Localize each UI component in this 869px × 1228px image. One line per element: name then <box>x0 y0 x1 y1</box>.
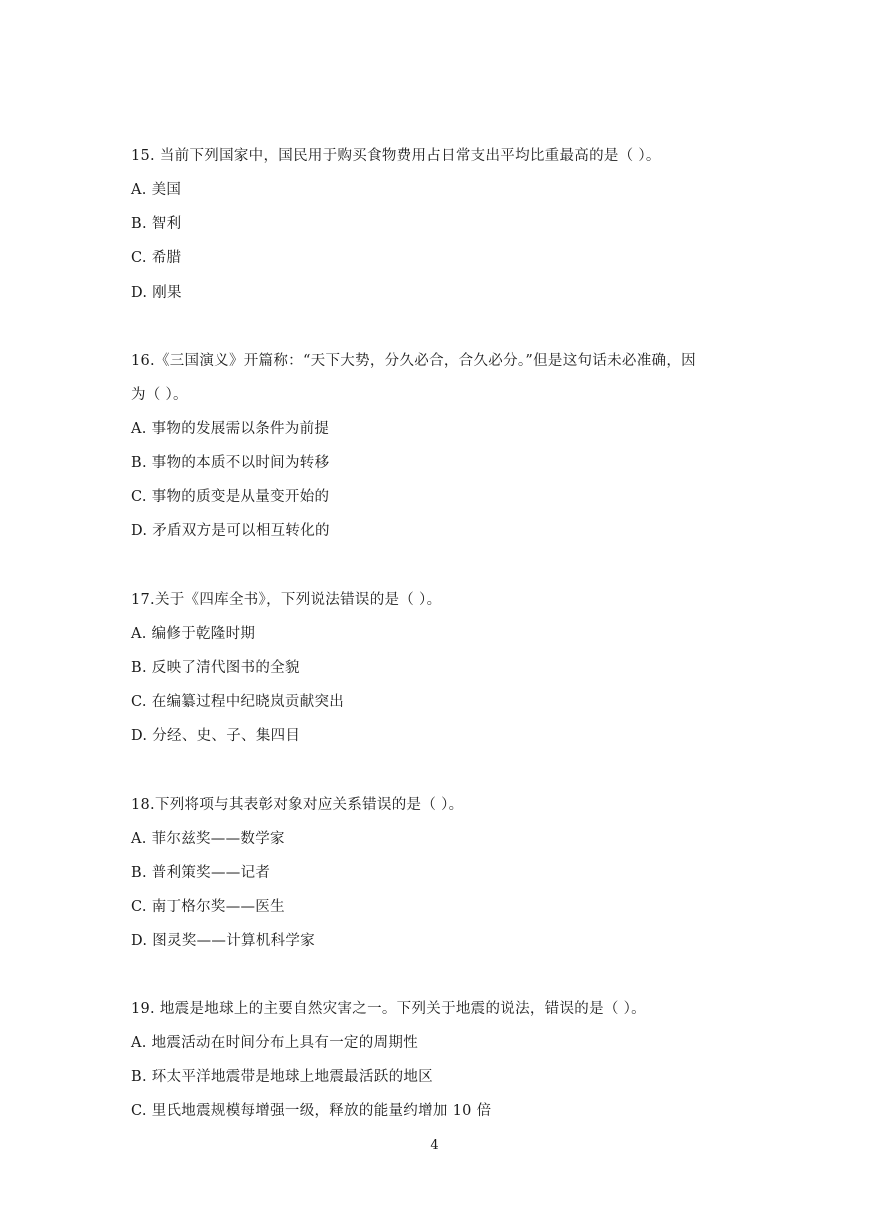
question-19-option-c: C. 里氏地震规模每增强一级，释放的能量约增加 10 倍 <box>131 1103 492 1119</box>
question-18-stem: 18.下列将项与其表彰对象对应关系错误的是（ ）。 <box>131 797 464 813</box>
question-16-stem-line-1: 16.《三国演义》开篇称：“天下大势，分久必合，合久必分。”但是这句话未必准确，因 <box>131 353 696 369</box>
question-18-option-d: D. 图灵奖——计算机科学家 <box>131 933 316 949</box>
question-19-option-b: B. 环太平洋地震带是地球上地震最活跃的地区 <box>131 1069 433 1085</box>
question-17-stem: 17.关于《四库全书》，下列说法错误的是（ ）。 <box>131 592 442 608</box>
question-17-option-d: D. 分经、史、子、集四目 <box>131 728 301 744</box>
question-16-option-d: D. 矛盾双方是可以相互转化的 <box>131 523 330 539</box>
question-18-option-a: A. 菲尔兹奖——数学家 <box>131 831 285 847</box>
question-16-option-a: A. 事物的发展需以条件为前提 <box>131 421 330 437</box>
question-16-option-b: B. 事物的本质不以时间为转移 <box>131 455 330 471</box>
question-15-option-b: B. 智利 <box>131 216 182 232</box>
question-17-option-a: A. 编修于乾隆时期 <box>131 626 256 642</box>
question-15-stem: 15. 当前下列国家中，国民用于购买食物费用占日常支出平均比重最高的是（ ）。 <box>131 148 661 164</box>
question-15-option-d: D. 刚果 <box>131 285 182 301</box>
question-16-option-c: C. 事物的质变是从量变开始的 <box>131 489 330 505</box>
question-18-option-b: B. 普利策奖——记者 <box>131 865 271 881</box>
question-17-option-b: B. 反映了清代图书的全貌 <box>131 660 300 676</box>
question-15-option-a: A. 美国 <box>131 182 182 198</box>
question-18-option-c: C. 南丁格尔奖——医生 <box>131 899 285 915</box>
question-19-stem: 19. 地震是地球上的主要自然灾害之一。下列关于地震的说法，错误的是（ ）。 <box>131 1001 646 1017</box>
question-16-stem-line-2: 为（ ）。 <box>131 387 188 403</box>
question-15-option-c: C. 希腊 <box>131 250 182 266</box>
question-19-option-a: A. 地震活动在时间分布上具有一定的周期性 <box>131 1035 418 1051</box>
question-17-option-c: C. 在编纂过程中纪晓岚贡献突出 <box>131 694 345 710</box>
page-number: 4 <box>430 1138 439 1153</box>
